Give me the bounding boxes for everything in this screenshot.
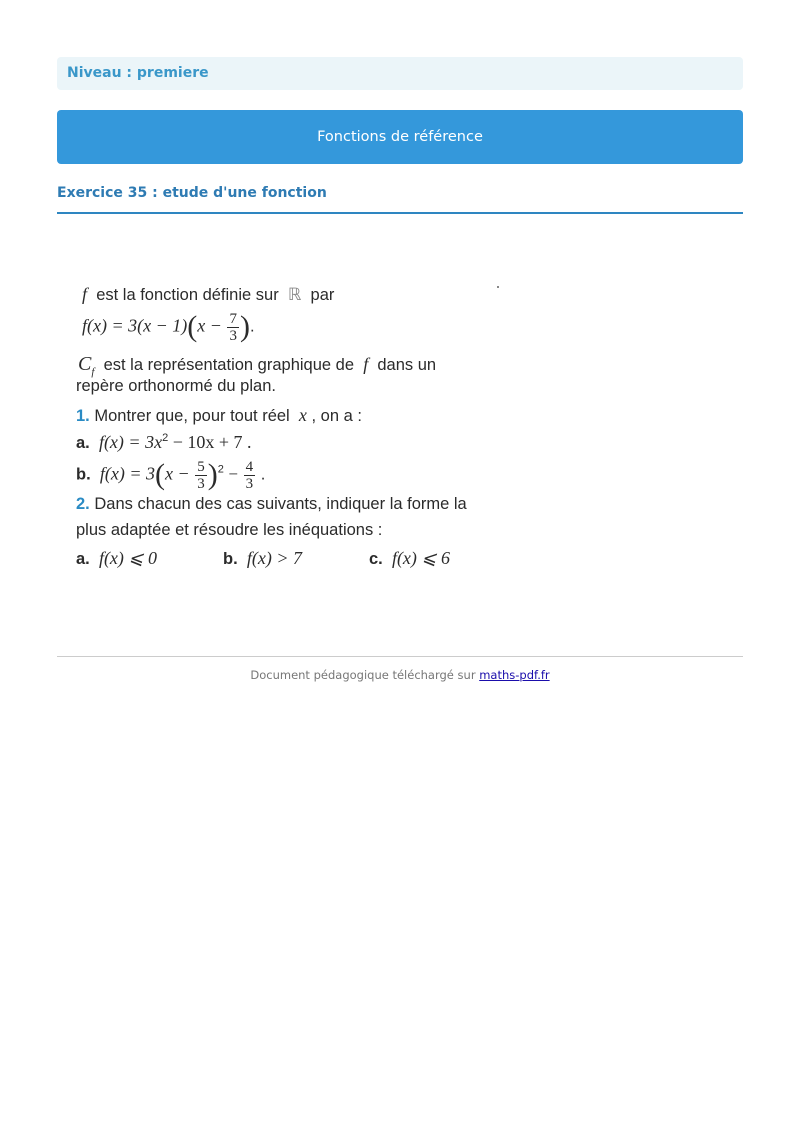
question-2a: a. f(x) ⩽ 0 <box>76 548 157 568</box>
curve-line: $C_f$ est la représentation graphique de f dans un <box>78 353 437 378</box>
fraction-4-3: $\frac{4}{3}$ <box>245 458 254 492</box>
definition-line: f(x) = 3(x − 1)(x − $\frac{7}{3}$ ). <box>82 310 255 344</box>
footer <box>57 668 743 682</box>
question-1b: b. f(x) = 3(x − $\frac{5}{3}$ )$^2$ − $\frac{4}{3}$ . <box>76 458 266 492</box>
level-text: Niveau : premiere <box>67 65 209 81</box>
question-1a: a. $f(x) = 3x^2 - 10x + 7$ . <box>76 432 252 452</box>
question-2c: c. f(x) ⩽ 6 <box>369 548 450 568</box>
footer-divider <box>57 656 743 657</box>
page-title-banner <box>57 110 743 164</box>
footer-link[interactable]: maths-pdf.fr <box>479 668 550 682</box>
level-banner <box>57 57 743 90</box>
question-2b: b. f(x) > 7 <box>223 548 302 568</box>
curve-line-2: repère orthonormé du plan. <box>76 377 276 395</box>
exercise-heading <box>57 185 743 214</box>
stray-mark <box>497 286 499 288</box>
question-2: 2. Dans chacun des cas suivants, indiquer la forme la <box>76 495 467 513</box>
fraction-7-3: $\frac{7}{3}$ <box>229 310 237 344</box>
intro-line: f est la fonction définie sur ℝ par <box>82 284 335 304</box>
question-1: 1. Montrer que, pour tout réel x , on a : <box>76 405 362 425</box>
question-2-line-2: plus adaptée et résoudre les inéquations : <box>76 521 383 539</box>
fraction-5-3: $\frac{5}{3}$ <box>197 458 205 492</box>
exercise-title: Exercice 35 : etude d'une fonction <box>57 185 327 201</box>
footer-text: Document pédagogique téléchargé sur <box>250 668 476 682</box>
page-title: Fonctions de référence <box>317 129 483 145</box>
